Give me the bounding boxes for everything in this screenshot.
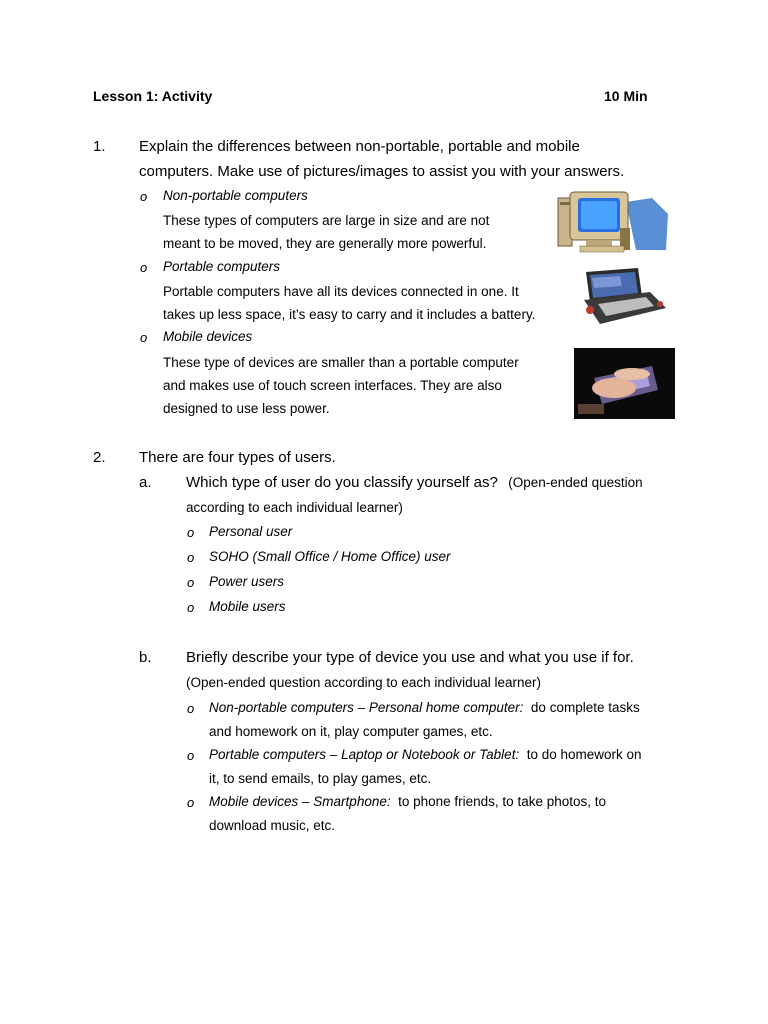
question-1-number: 1. [93, 138, 106, 155]
bullet: o [187, 550, 195, 565]
bullet: o [187, 575, 195, 590]
device-use-text: it, to send emails, to play games, etc. [209, 771, 432, 786]
desktop-computer-image [556, 188, 670, 254]
bullet: o [140, 260, 148, 275]
question-1-line-1: Explain the differences between non-portable, portable and mobile [139, 138, 580, 155]
bullet: o [187, 795, 195, 810]
bullet: o [187, 701, 195, 716]
device-use-text: and homework on it, play computer games, etc. [209, 724, 493, 739]
part-b-label: b. [139, 649, 152, 666]
item-text: designed to use less power. [163, 401, 330, 416]
bullet: o [140, 189, 148, 204]
part-a-question: Which type of user do you classify yourself as? [186, 474, 498, 491]
item-title-non-portable: Non-portable computers [163, 188, 308, 203]
item-text: These type of devices are smaller than a portable computer [163, 355, 519, 370]
part-b-note: (Open-ended question according to each individual learner) [186, 675, 541, 690]
device-use-title: Mobile devices – Smartphone: [209, 794, 391, 809]
device-use-portable [209, 747, 642, 762]
item-text: and makes use of touch screen interfaces. They are also [163, 378, 502, 393]
bullet: o [187, 525, 195, 540]
item-text: meant to be moved, they are generally more powerful. [163, 236, 487, 251]
part-a-label: a. [139, 474, 152, 491]
bullet: o [187, 600, 195, 615]
mobile-device-image [574, 348, 675, 419]
device-use-title: Portable computers – Laptop or Notebook or Tablet: [209, 747, 520, 762]
device-use-non-portable [209, 700, 640, 715]
device-use-mobile [209, 794, 606, 809]
duration: 10 Min [604, 88, 648, 104]
user-type-power: Power users [209, 574, 285, 589]
user-type-mobile: Mobile users [209, 599, 286, 614]
item-title-portable: Portable computers [163, 259, 281, 274]
portable-device-image [580, 266, 670, 326]
lesson-title: Lesson 1: Activity [93, 88, 213, 104]
user-type-soho: SOHO (Small Office / Home Office) user [209, 549, 451, 564]
question-2-number: 2. [93, 449, 106, 466]
part-b-question: Briefly describe your type of device you use and what you use if for. [186, 649, 634, 666]
bullet: o [187, 748, 195, 763]
device-use-text: to phone friends, to take photos, to [390, 794, 607, 809]
part-a-note: (Open-ended question [508, 475, 643, 490]
bullet: o [140, 330, 148, 345]
item-title-mobile: Mobile devices [163, 329, 253, 344]
question-1-line-2: computers. Make use of pictures/images to assist you with your answers. [139, 163, 625, 180]
device-use-text: do complete tasks [523, 700, 640, 715]
part-a-note-continued: according to each individual learner) [186, 500, 403, 515]
item-text: takes up less space, it’s easy to carry and it includes a battery. [163, 307, 536, 322]
question-2-intro: There are four types of users. [139, 449, 336, 466]
user-type-personal: Personal user [209, 524, 293, 539]
device-use-text: download music, etc. [209, 818, 336, 833]
device-use-text: to do homework on [519, 747, 642, 762]
item-text: These types of computers are large in size and are not [163, 213, 490, 228]
item-text: Portable computers have all its devices connected in one. It [163, 284, 519, 299]
device-use-title: Non-portable computers – Personal home computer: [209, 700, 524, 715]
